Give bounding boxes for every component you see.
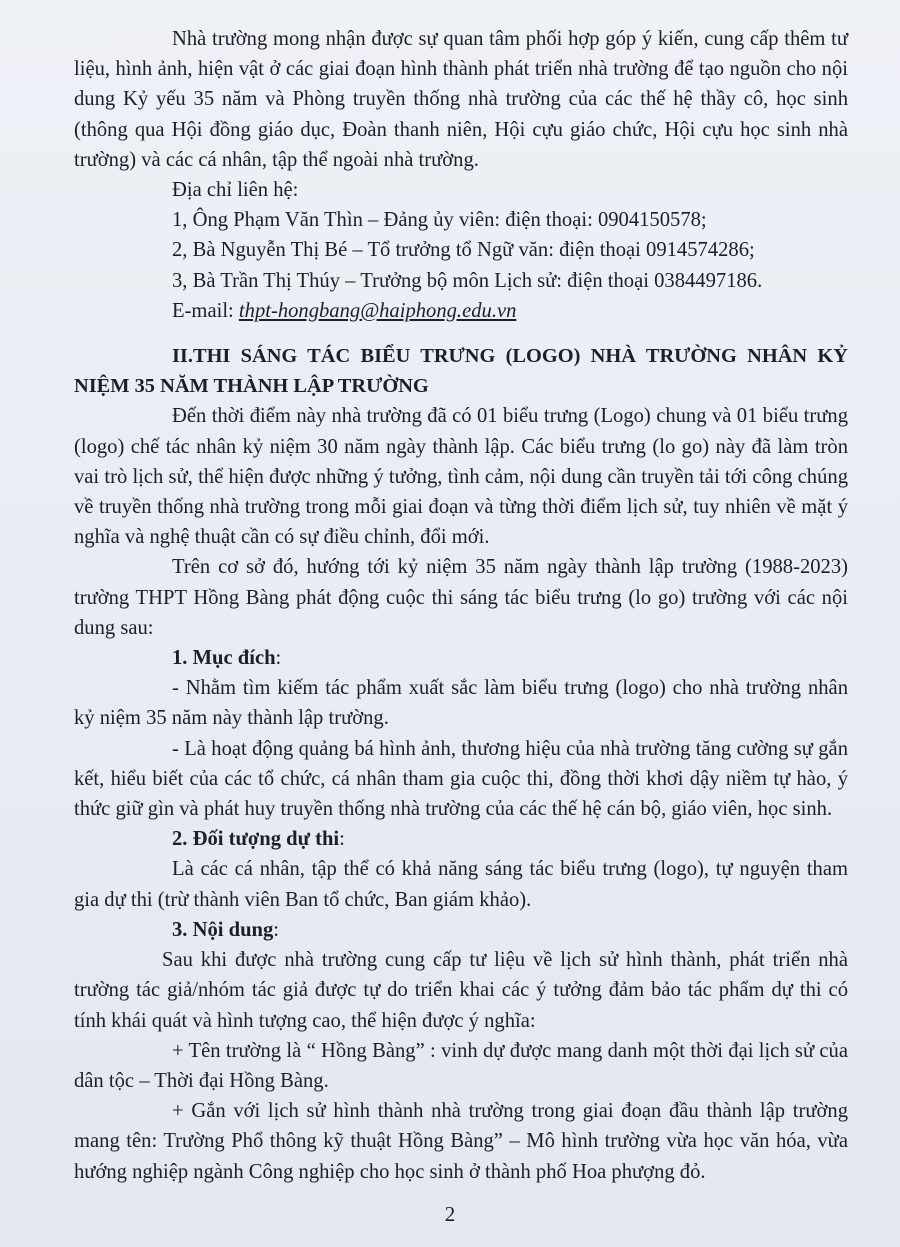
section-2-paragraph-1: Đến thời điểm này nhà trường đã có 01 biểu trưng (Logo) chung và 01 biểu trưng (logo) chế tác nhân kỷ niệm 30 năm ngày thành lập. Các biểu trưng (lo go) này đã làm tròn vai trò lịch sử, thể hiện được những ý tưởng, tình cảm, nội dung cần truyền tải tới công chúng về truyền thống nhà trường trong mỗi giai đoạn và từng thời điểm lịch sử, tuy nhiên về mặt ý nghĩa và nghệ thuật cần có sự điều chỉnh, đổi mới. — [74, 405, 848, 549]
purpose-heading-line — [74, 643, 848, 673]
content-heading: 3. Nội dung — [172, 918, 274, 941]
content-item-2: + Gắn với lịch sử hình thành nhà trường trong giai đoạn đầu thành lập trường mang tên: Trường Phổ thông kỹ thuật Hồng Bàng” – Mô hình trường vừa học văn hóa, vừa hướng nghiệp ngành Công nghiệp cho học sinh ở thành phố Hoa phượng đỏ. — [74, 1100, 848, 1183]
content-item-1: + Tên trường là “ Hồng Bàng” : vinh dự được mang danh một thời đại lịch sử của dân tộc – Thời đại Hồng Bàng. — [74, 1039, 848, 1092]
participants-heading: 2. Đối tượng dự thi — [172, 828, 340, 851]
content-heading-line — [74, 915, 848, 945]
purpose-item-2: - Là hoạt động quảng bá hình ảnh, thương hiệu của nhà trường tăng cường sự gắn kết, hiểu biết của các tổ chức, cá nhân tham gia cuộc thi, đồng thời khơi dậy niềm tự hào, ý thức giữ gìn và phát huy truyền thống nhà trường của các thế hệ cán bộ, giáo viên, học sinh. — [74, 737, 848, 821]
contact-person-2: 2, Bà Nguyễn Thị Bé – Tổ trưởng tổ Ngữ văn: điện thoại 0914574286; — [172, 239, 755, 262]
section-2-heading: II.THI SÁNG TÁC BIỂU TRƯNG (LOGO) NHÀ TRƯỜNG NHÂN KỶ NIỆM 35 NĂM THÀNH LẬP TRƯỜNG — [74, 345, 848, 398]
contact-person-1: 1, Ông Phạm Văn Thìn – Đảng ủy viên: điện thoại: 0904150578; — [172, 209, 707, 232]
email-link[interactable]: thpt-hongbang@haiphong.edu.vn — [238, 299, 517, 322]
purpose-heading-colon: : — [275, 647, 282, 670]
content-heading-colon: : — [273, 918, 280, 941]
participants-heading-line — [74, 824, 848, 854]
participants-text: Là các cá nhân, tập thể có khả năng sáng tác biểu trưng (logo), tự nguyện tham gia dự thi (trừ thành viên Ban tổ chức, Ban giám khảo). — [74, 858, 848, 911]
intro-paragraph: Nhà trường mong nhận được sự quan tâm phối hợp góp ý kiến, cung cấp thêm tư liệu, hình ảnh, hiện vật ở các giai đoạn hình thành phát triển nhà trường để tạo nguồn cho nội dung Kỷ yếu 35 năm và Phòng truyền thống nhà trường của các thế hệ thầy cô, học sinh (thông qua Hội đồng giáo dục, Đoàn thanh niên, Hội cựu giáo chức, Hội cựu học sinh nhà trường) và các cá nhân, tập thể ngoài nhà trường. — [74, 28, 848, 171]
purpose-heading: 1. Mục đích — [172, 647, 276, 670]
contact-person-3: 3, Bà Trần Thị Thúy – Trưởng bộ môn Lịch sử: điện thoại 0384497186. — [172, 269, 763, 292]
contact-label: Địa chỉ liên hệ: — [172, 179, 299, 202]
purpose-item-1: - Nhằm tìm kiếm tác phẩm xuất sắc làm biểu trưng (logo) cho nhà trường nhân kỷ niệm 35 năm này thành lập trường. — [74, 677, 848, 730]
content-paragraph: Sau khi được nhà trường cung cấp tư liệu về lịch sử hình thành, phát triển nhà trường tác giả/nhóm tác giả được tự do triển khai các ý tưởng đảm bảo tác phẩm dự thi có tính khái quát và hình tượng cao, thể hiện được ý nghĩa: — [74, 949, 848, 1032]
contact-email-line — [74, 296, 848, 326]
section-2-paragraph-2: Trên cơ sở đó, hướng tới kỷ niệm 35 năm ngày thành lập trường (1988-2023) trường THPT Hồng Bàng phát động cuộc thi sáng tác biểu trưng (lo go) trường với các nội dung sau: — [74, 556, 848, 639]
page-number: 2 — [444, 1202, 456, 1226]
email-label: E-mail: — [172, 299, 239, 322]
participants-heading-colon: : — [339, 828, 345, 851]
